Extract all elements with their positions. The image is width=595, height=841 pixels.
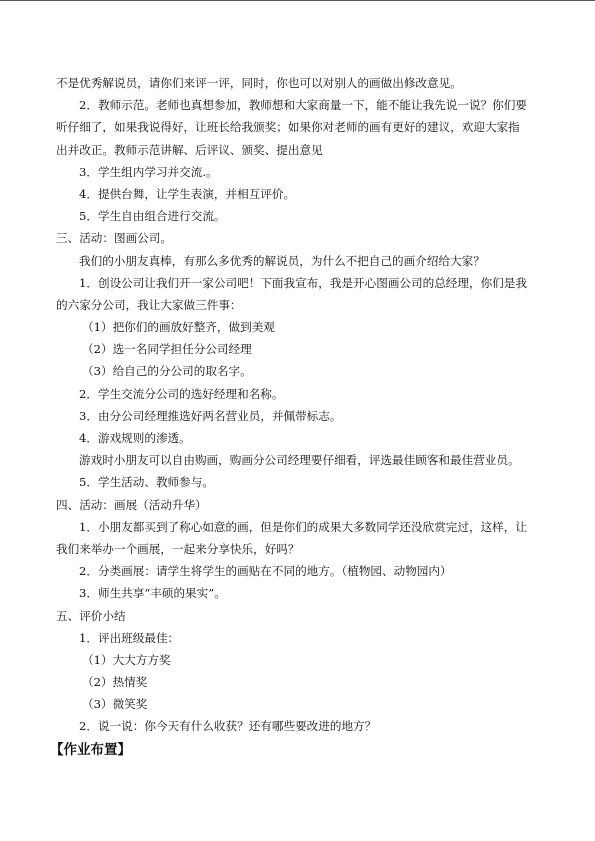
text-line: 2．教师示范。老师也真想参加，教师想和大家商量一下，能不能让我先说一说？你们要 xyxy=(79,98,527,113)
text-line: 1．创设公司让我们开一家公司吧！下面我宣布，我是开心图画公司的总经理，你们是我 xyxy=(79,275,527,290)
text-line: 1．评出班级最佳： xyxy=(79,630,180,645)
text-line: 3．师生共享“丰硕的果实”。 xyxy=(79,586,226,601)
homework-heading: 【作业布置】 xyxy=(50,741,131,758)
text-line: 2．学生交流分公司的选好经理和名称。 xyxy=(79,386,284,401)
text-line: 1．小朋友都买到了称心如意的画，但是你们的成果大多数同学还没欣赏完过，这样，让 xyxy=(79,519,527,534)
text-line: 游戏时小朋友可以自由购画，购画分公司经理要仔细看，评选最佳顾客和最佳营业员。 xyxy=(79,453,520,468)
paragraph-list xyxy=(56,72,540,738)
text-line: 2．说一说：你今天有什么收获？还有哪些要改进的地方？ xyxy=(79,719,377,734)
text-line: 的六家分公司，我让大家做三件事： xyxy=(56,297,242,312)
text-line: 三、活动：图画公司。 xyxy=(56,231,172,246)
text-line: （2）热情奖 xyxy=(82,675,148,690)
text-line: 我们的小朋友真棒，有那么多优秀的解说员，为什么不把自己的画介绍给大家？ xyxy=(79,253,485,268)
text-line: 5．学生活动、教师参与。 xyxy=(79,475,214,490)
text-line: （1）大大方方奖 xyxy=(82,652,171,667)
text-line: （3）微笑奖 xyxy=(82,697,148,712)
text-line: （3）给自己的分公司的取名字。 xyxy=(82,364,252,379)
text-line: 4．提供台舞，让学生表演，并相互评价。 xyxy=(79,186,296,201)
text-line: 2．分类画展：请学生将学生的画贴在不同的地方。（植物园、动物园内） xyxy=(79,564,452,579)
text-line: 我们来举办一个画展，一起来分享快乐，好吗？ xyxy=(56,541,300,556)
text-line: 3．学生组内学习并交流.。 xyxy=(79,164,218,179)
text-line: 4．游戏规则的渗透。 xyxy=(79,431,191,445)
text-line: 听仔细了，如果我说得好，让班长给我颁奖；如果你对老师的画有更好的建议，欢迎大家指 xyxy=(56,120,520,135)
text-line: 5．学生自由组合进行交流。 xyxy=(79,209,226,224)
text-line: 四、活动：画展（活动升华） xyxy=(56,497,207,512)
text-line: 3．由分公司经理推选好两名营业员，并佩带标志。 xyxy=(79,408,342,423)
text-line: 出并改正。教师示范讲解、后评议、颁奖、提出意见 xyxy=(56,142,323,157)
text-line: （1）把你们的画放好整齐，做到美观 xyxy=(82,320,275,335)
text-line: （2）选一名同学担任分公司经理 xyxy=(82,342,252,357)
text-line: 五、评价小结 xyxy=(56,608,126,623)
page-top-border xyxy=(0,0,595,1)
text-line: 不是优秀解说员，请你们来评一评，同时，你也可以对别人的画做出修改意见。 xyxy=(56,76,462,90)
document-body xyxy=(50,72,540,762)
